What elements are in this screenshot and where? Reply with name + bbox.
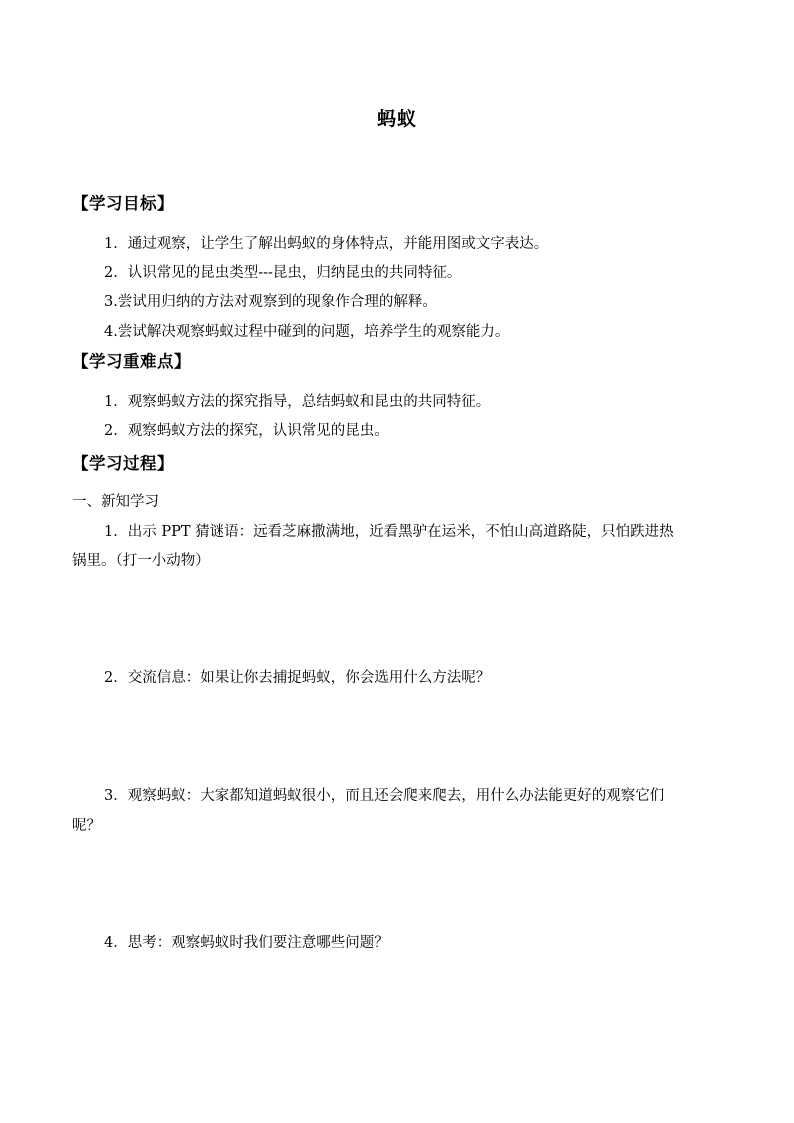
process-step-4: 4．思考：观察蚂蚁时我们要注意哪些问题？	[104, 935, 389, 951]
process-step-1-line-1: 1．出示 PPT 猜谜语：远看芝麻撒满地，近看黑驴在运米，不怕山高道路陡，只怕跌进热	[104, 524, 674, 540]
process-subheading: 一、新知学习	[72, 494, 159, 510]
process-step-2: 2．交流信息：如果让你去捕捉蚂蚁，你会选用什么方法呢？	[104, 670, 491, 686]
key-points-heading: 【学习重难点】	[72, 352, 191, 371]
process-heading: 【学习过程】	[72, 454, 174, 473]
process-step-3-line-1: 3．观察蚂蚁：大家都知道蚂蚁很小，而且还会爬来爬去，用什么办法能更好的观察它们	[104, 788, 665, 804]
objective-item: 2．认识常见的昆虫类型---昆虫，归纳昆虫的共同特征。	[104, 265, 462, 281]
process-step-3-line-2: 呢？	[72, 818, 101, 834]
objectives-heading: 【学习目标】	[72, 194, 174, 213]
process-step-1-line-2: 锅里。（打一小动物）	[72, 553, 210, 569]
document-title: 蚂蚁	[376, 108, 417, 130]
objective-item: 1．通过观察，让学生了解出蚂蚁的身体特点，并能用图或文字表达。	[104, 236, 549, 252]
key-point-item: 1．观察蚂蚁方法的探究指导，总结蚂蚁和昆虫的共同特征。	[104, 394, 491, 410]
objective-item: 3.尝试用归纳的方法对观察到的现象作合理的解释。	[104, 294, 437, 310]
objective-item: 4.尝试解决观察蚂蚁过程中碰到的问题，培养学生的观察能力。	[104, 324, 510, 340]
key-point-item: 2．观察蚂蚁方法的探究，认识常见的昆虫。	[104, 423, 389, 439]
